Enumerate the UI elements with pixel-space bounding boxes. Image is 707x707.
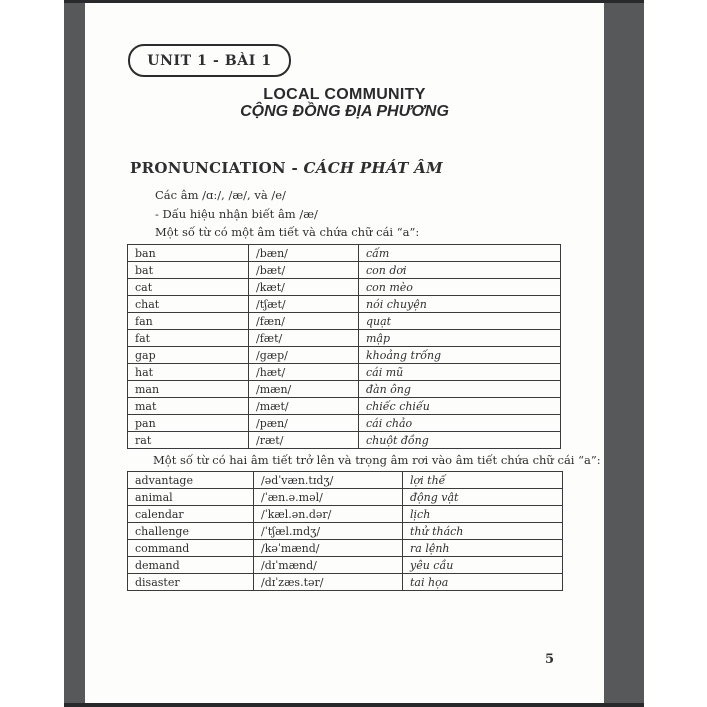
table-cell-c-ipa: /fæt/ [249, 330, 359, 347]
intro-line-one-syllable: Một số từ có một âm tiết và chứa chữ cái “a”: [155, 225, 420, 239]
table-cell-c-ipa: /ˈtʃæl.ɪndʒ/ [254, 523, 403, 540]
table-cell-c-word: pan [128, 415, 249, 432]
section-heading-vi: CÁCH PHÁT ÂM [303, 159, 443, 177]
table-cell-c-vn: động vật [403, 489, 563, 506]
table-row [128, 296, 561, 313]
table-row [128, 313, 561, 330]
table-cell-c-word: command [128, 540, 254, 557]
table-cell-c-vn: yêu cầu [403, 557, 563, 574]
table-cell-c-word: man [128, 381, 249, 398]
table-cell-c-vn: cái mũ [359, 364, 561, 381]
table-cell-c-word: fat [128, 330, 249, 347]
table-row [128, 523, 563, 540]
table-cell-c-word: challenge [128, 523, 254, 540]
table-cell-c-vn: mập [359, 330, 561, 347]
table-cell-c-vn: tai họa [403, 574, 563, 591]
table-cell-c-word: hat [128, 364, 249, 381]
table-cell-c-word: advantage [128, 472, 254, 489]
table-cell-c-vn: khoảng trống [359, 347, 561, 364]
table-cell-c-vn: quạt [359, 313, 561, 330]
table-cell-c-ipa: /ədˈvæn.tɪdʒ/ [254, 472, 403, 489]
table-cell-c-word: chat [128, 296, 249, 313]
photo-backdrop [64, 0, 644, 707]
table-cell-c-ipa: /bæn/ [249, 245, 359, 262]
table-row [128, 472, 563, 489]
table-row [128, 364, 561, 381]
table-cell-c-word: calendar [128, 506, 254, 523]
table-cell-c-vn: lịch [403, 506, 563, 523]
table-row [128, 574, 563, 591]
unit-badge-label: UNIT 1 - BÀI 1 [147, 52, 272, 69]
table-cell-c-vn: thử thách [403, 523, 563, 540]
table-cell-c-vn: con dơi [359, 262, 561, 279]
table-cell-c-ipa: /mæt/ [249, 398, 359, 415]
table-cell-c-word: fan [128, 313, 249, 330]
table-cell-c-vn: chiếc chiếu [359, 398, 561, 415]
section-heading-en: PRONUNCIATION - [130, 159, 304, 177]
table-cell-c-word: demand [128, 557, 254, 574]
table-row [128, 432, 561, 449]
table-row [128, 557, 563, 574]
intro-line-sign: - Dấu hiệu nhận biết âm /æ/ [155, 207, 318, 221]
table-cell-c-ipa: /bæt/ [249, 262, 359, 279]
table-cell-c-word: disaster [128, 574, 254, 591]
table-cell-c-word: cat [128, 279, 249, 296]
table-cell-c-ipa: /hæt/ [249, 364, 359, 381]
table-cell-c-word: animal [128, 489, 254, 506]
table-cell-c-ipa: /ˈkæl.ən.dər/ [254, 506, 403, 523]
table-cell-c-word: rat [128, 432, 249, 449]
table-cell-c-vn: ra lệnh [403, 540, 563, 557]
unit-badge [128, 44, 291, 77]
pronunciation-table-one-syllable [127, 244, 561, 449]
table-cell-c-ipa: /mæn/ [249, 381, 359, 398]
table-row [128, 415, 561, 432]
table-cell-c-vn: cái chảo [359, 415, 561, 432]
page-title-en: LOCAL COMMUNITY [263, 86, 426, 103]
table-cell-c-ipa: /ˈæn.ə.məl/ [254, 489, 403, 506]
table-row [128, 279, 561, 296]
table-row [128, 506, 563, 523]
table-cell-c-vn: lợi thế [403, 472, 563, 489]
table-row [128, 381, 561, 398]
section-heading [130, 159, 443, 177]
table-cell-c-ipa: /gæp/ [249, 347, 359, 364]
table-cell-c-vn: cấm [359, 245, 561, 262]
table-cell-c-ipa: /tʃæt/ [249, 296, 359, 313]
table-cell-c-word: gap [128, 347, 249, 364]
table-row [128, 489, 563, 506]
table-cell-c-word: mat [128, 398, 249, 415]
table-row [128, 262, 561, 279]
table-cell-c-vn: con mèo [359, 279, 561, 296]
table-cell-c-vn: nói chuyện [359, 296, 561, 313]
table-row [128, 398, 561, 415]
table-cell-c-word: bat [128, 262, 249, 279]
table-cell-c-ipa: /kæt/ [249, 279, 359, 296]
table-cell-c-ipa: /kəˈmænd/ [254, 540, 403, 557]
table-row [128, 347, 561, 364]
table-row [128, 245, 561, 262]
table-cell-c-ipa: /dɪˈmænd/ [254, 557, 403, 574]
table-cell-c-ipa: /pæn/ [249, 415, 359, 432]
pronunciation-table-multi-syllable [127, 471, 563, 591]
table-row [128, 540, 563, 557]
page-sheet [85, 3, 604, 703]
page-title-vi: CỘNG ĐỒNG ĐỊA PHƯƠNG [240, 103, 449, 120]
page-number: 5 [545, 652, 555, 667]
intro-line-sounds: Các âm /ɑː/, /æ/, và /e/ [155, 188, 286, 202]
table-cell-c-ipa: /dɪˈzæs.tər/ [254, 574, 403, 591]
table-cell-c-vn: đàn ông [359, 381, 561, 398]
table-row [128, 330, 561, 347]
table-cell-c-vn: chuột đồng [359, 432, 561, 449]
table-cell-c-ipa: /fæn/ [249, 313, 359, 330]
multi-syllable-caption: Một số từ có hai âm tiết trở lên và trọng âm rơi vào âm tiết chứa chữ cái “a”: [153, 453, 601, 467]
photo-bottom-edge [64, 703, 644, 707]
table-cell-c-ipa: /ræt/ [249, 432, 359, 449]
table-cell-c-word: ban [128, 245, 249, 262]
